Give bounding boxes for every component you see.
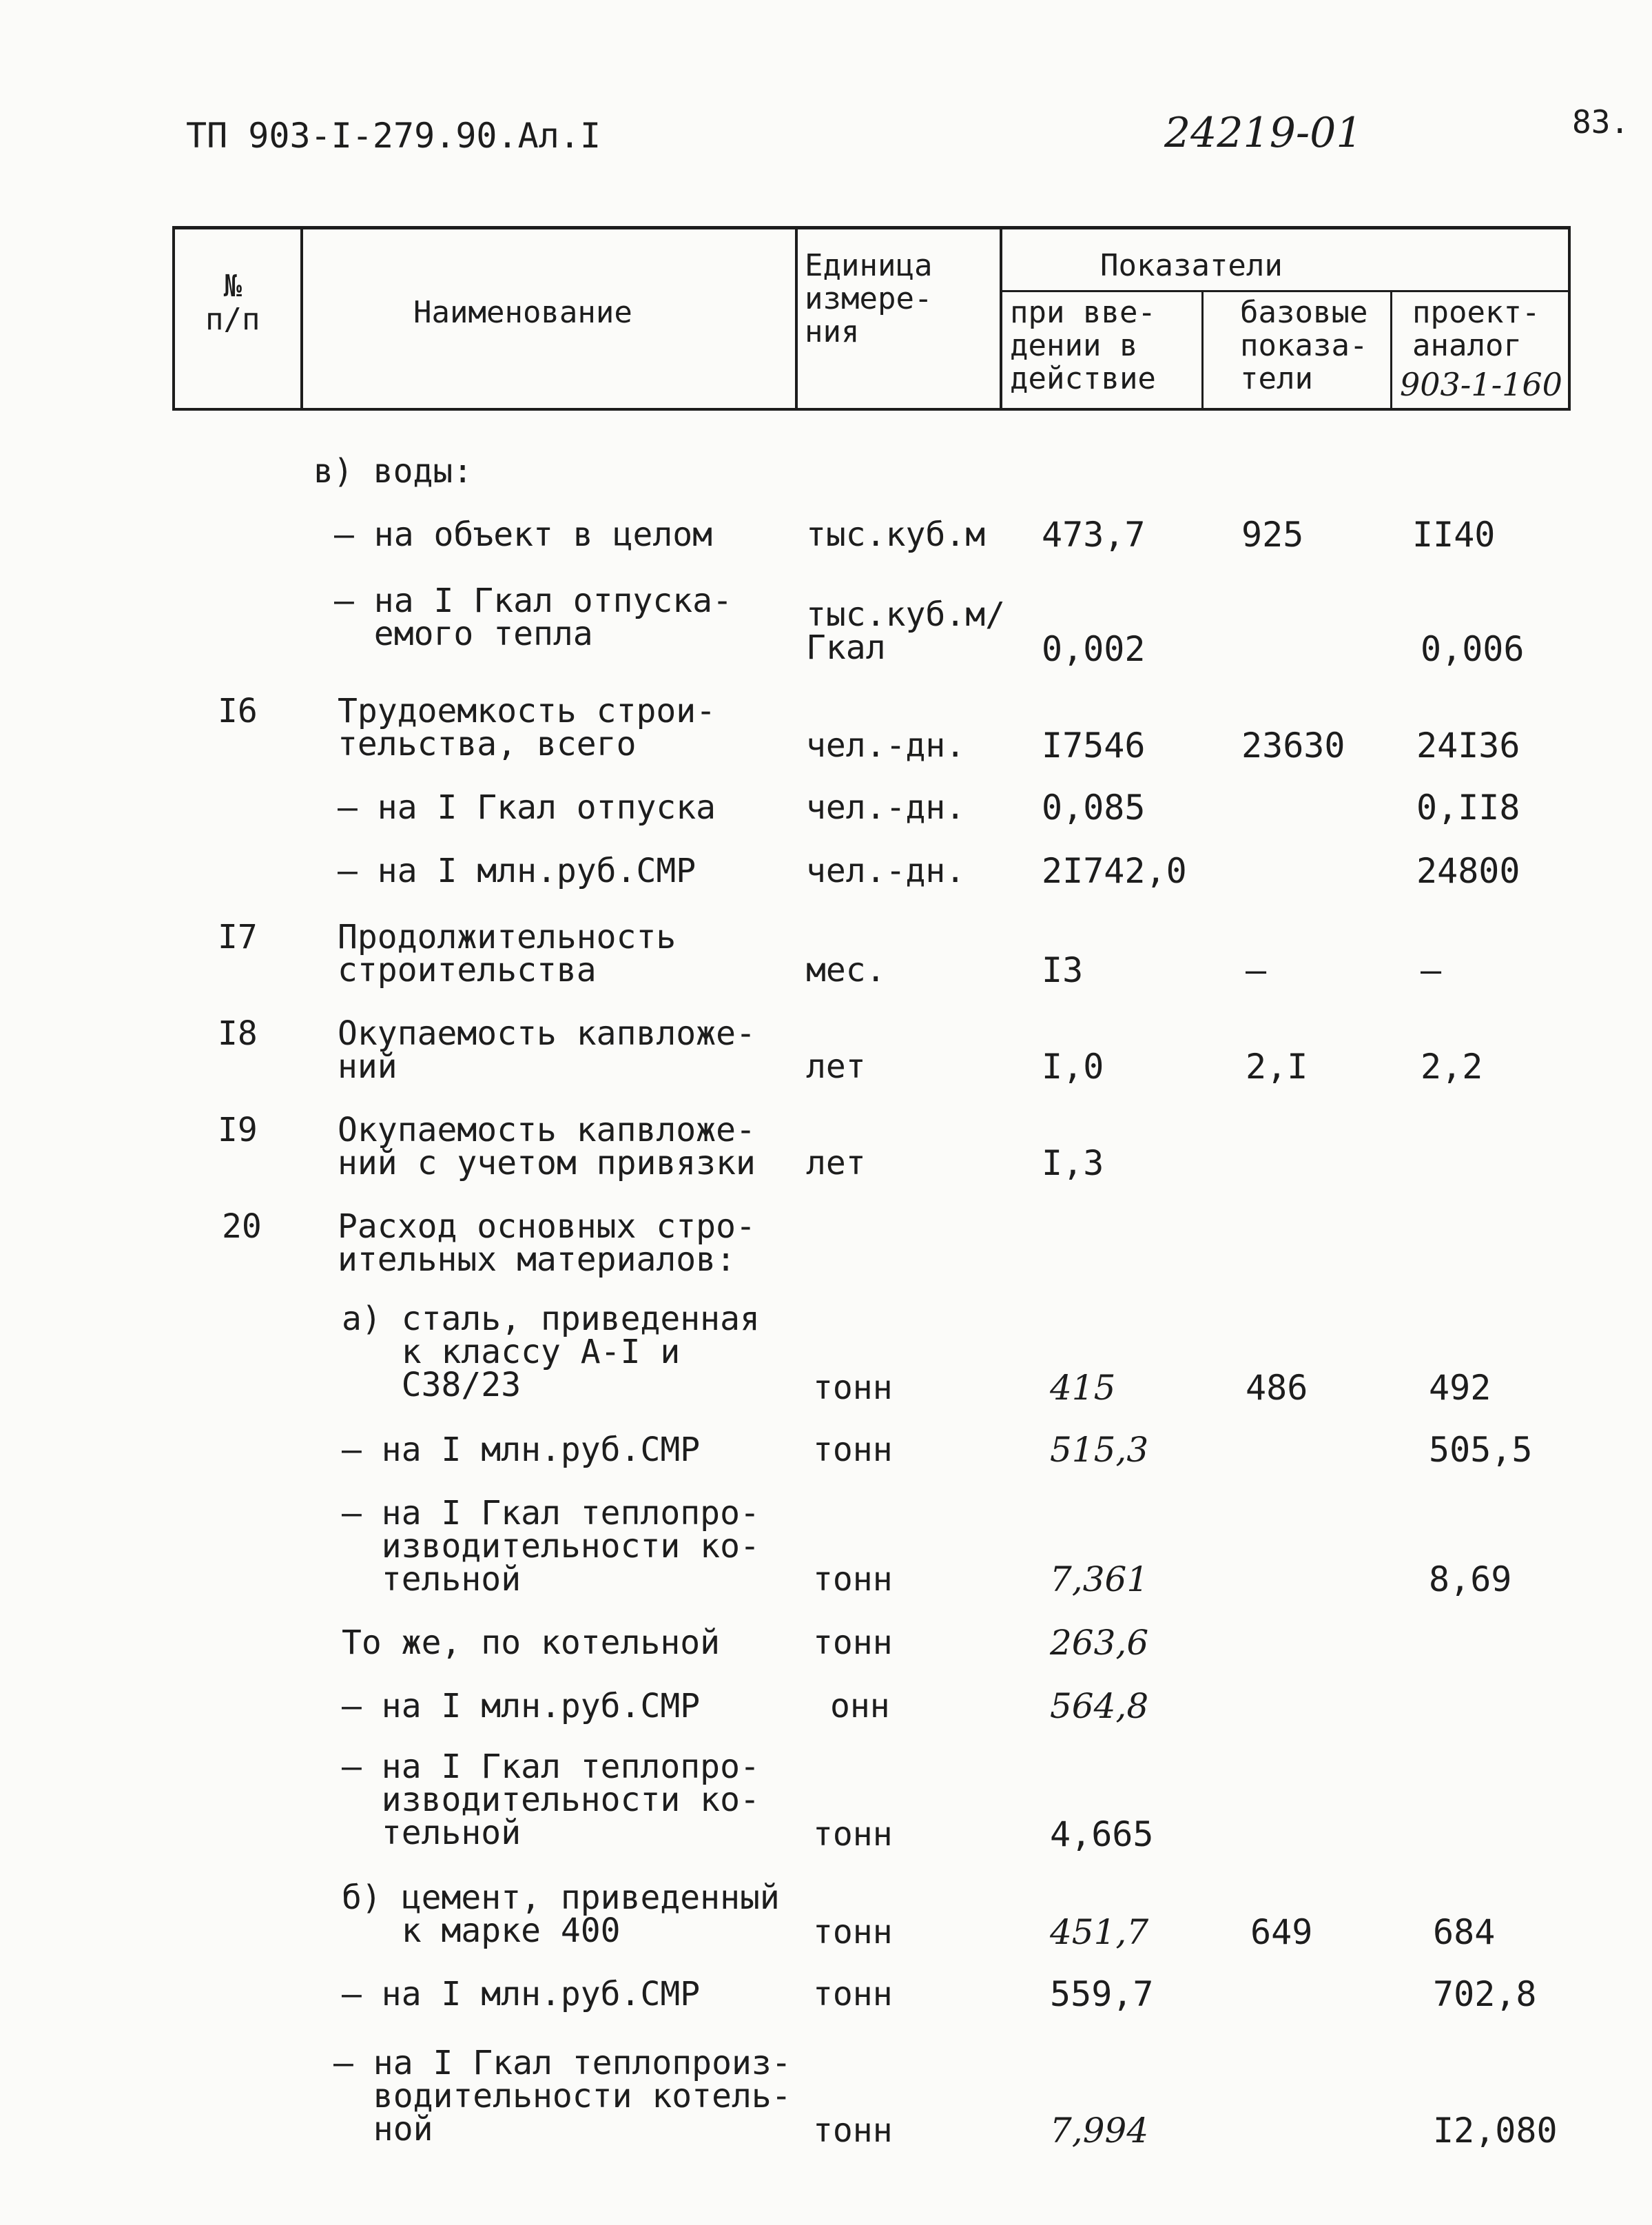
row-value-commissioning: 7,994 xyxy=(1050,2111,1149,2151)
row-name: – на I Гкал теплопро- изводительности ко- тельной xyxy=(342,1747,760,1852)
row-unit: лет xyxy=(806,1144,866,1182)
row-value-commissioning: I3 xyxy=(1042,950,1084,990)
row-name: – на I млн.руб.СМР xyxy=(342,1431,701,1469)
row-name: – на I млн.руб.СМР xyxy=(338,852,696,890)
row-number: I6 xyxy=(218,692,258,730)
row-value-commissioning: 473,7 xyxy=(1042,515,1146,555)
row-name: Окупаемость капвложе- ний с учетом привязки xyxy=(338,1111,756,1182)
row-name: б) цемент, приведенный к марке 400 xyxy=(342,1878,780,1950)
row-value-base: 925 xyxy=(1241,515,1304,555)
row-name: Окупаемость капвложе- ний xyxy=(338,1014,756,1086)
row-value-analog: 8,69 xyxy=(1429,1559,1512,1599)
row-value-base: 486 xyxy=(1246,1368,1308,1408)
row-unit: тонн xyxy=(813,1913,893,1951)
row-unit: тыс.куб.м/ Гкал xyxy=(806,595,1005,667)
row-number: I7 xyxy=(218,918,258,956)
row-name: – на объект в целом xyxy=(334,515,713,554)
row-value-commissioning: 263,6 xyxy=(1050,1623,1149,1663)
subheader-commissioning: при вве- дении в действие xyxy=(1010,295,1156,396)
row-value-analog: 505,5 xyxy=(1429,1430,1533,1470)
column-header-name: Наименование xyxy=(413,295,632,330)
row-value-analog: 492 xyxy=(1429,1368,1491,1408)
row-number: 20 xyxy=(222,1207,262,1246)
row-name: – на I Гкал отпуска xyxy=(338,788,716,827)
row-value-analog: 702,8 xyxy=(1433,1974,1537,2014)
row-unit: чел.-дн. xyxy=(806,788,966,827)
row-number: I9 xyxy=(218,1111,258,1149)
row-value-analog: 0,006 xyxy=(1421,629,1525,669)
row-value-analog: 0,II8 xyxy=(1416,788,1520,828)
row-value-commissioning: 564,8 xyxy=(1050,1686,1149,1726)
row-name: – на I млн.руб.СМР xyxy=(342,1687,701,1725)
row-value-commissioning: 0,002 xyxy=(1042,629,1146,669)
row-value-analog: 24800 xyxy=(1416,851,1520,891)
row-value-commissioning: 415 xyxy=(1050,1368,1116,1408)
column-header-indicators: Показатели xyxy=(1100,248,1283,283)
subheader-base-indicators: базовые показа- тели xyxy=(1240,295,1368,396)
row-value-analog: – xyxy=(1421,950,1442,990)
row-value-base: 23630 xyxy=(1241,726,1345,766)
page-number: 83. xyxy=(1572,103,1630,141)
row-unit: тонн xyxy=(813,1368,893,1407)
document-code: ТП 903-I-279.90.Ал.I xyxy=(186,116,601,156)
row-unit: онн xyxy=(830,1687,890,1725)
row-unit: чел.-дн. xyxy=(806,852,966,890)
row-unit: тонн xyxy=(813,1560,893,1599)
row-name: Расход основных стро- ительных материалов: xyxy=(338,1207,756,1279)
row-name: – на I Гкал теплопроиз- водительности котель- ной xyxy=(333,2044,792,2149)
row-value-analog: 684 xyxy=(1433,1912,1496,1952)
row-unit: тонн xyxy=(813,2111,893,2150)
row-value-commissioning: 559,7 xyxy=(1050,1974,1154,2014)
subheader-project-analog: проект- аналог xyxy=(1412,295,1540,363)
row-name: Продолжительность строительства xyxy=(338,918,677,990)
row-value-commissioning: I,0 xyxy=(1042,1047,1104,1087)
column-header-unit: Единица измере- ния xyxy=(805,248,933,349)
row-name: – на I Гкал отпуска- емого тепла xyxy=(334,582,732,653)
row-value-commissioning: 451,7 xyxy=(1050,1912,1149,1952)
row-unit: тонн xyxy=(813,1623,893,1662)
handwritten-registration-number: 24219-01 xyxy=(1164,109,1363,157)
row-value-analog: II40 xyxy=(1412,515,1496,555)
row-value-commissioning: 515,3 xyxy=(1050,1430,1149,1470)
row-unit: тонн xyxy=(813,1975,893,2013)
column-header-number: № п/п xyxy=(205,269,260,337)
row-value-commissioning: 2I742,0 xyxy=(1042,851,1187,891)
row-value-analog: I2,080 xyxy=(1433,2111,1558,2151)
row-name: – на I Гкал теплопро- изводительности ко- тельной xyxy=(342,1494,760,1599)
row-value-commissioning: 0,085 xyxy=(1042,788,1146,828)
row-name: а) сталь, приведенная к классу А-I и С38/23 xyxy=(342,1300,760,1404)
row-value-analog: 24I36 xyxy=(1416,726,1520,766)
row-unit: тыс.куб.м xyxy=(806,515,986,554)
row-value-base: 2,I xyxy=(1246,1047,1308,1087)
row-name: – на I млн.руб.СМР xyxy=(342,1975,701,2013)
row-unit: чел.-дн. xyxy=(806,726,966,765)
row-number: I8 xyxy=(218,1014,258,1053)
row-name: в) воды: xyxy=(313,452,473,491)
row-value-commissioning: I7546 xyxy=(1042,726,1146,766)
row-value-commissioning: 7,361 xyxy=(1050,1559,1149,1599)
row-unit: мес. xyxy=(806,951,886,990)
row-value-commissioning: I,3 xyxy=(1042,1143,1104,1183)
row-unit: тонн xyxy=(813,1815,893,1854)
row-name: Трудоемкость строи- тельства, всего xyxy=(338,692,716,763)
subheader-analog-code: 903-1-160 xyxy=(1400,366,1562,403)
row-value-base: – xyxy=(1246,950,1267,990)
row-name: То же, по котельной xyxy=(342,1623,721,1662)
row-value-analog: 2,2 xyxy=(1421,1047,1483,1087)
row-value-base: 649 xyxy=(1250,1912,1313,1952)
row-unit: лет xyxy=(806,1047,866,1086)
row-value-commissioning: 4,665 xyxy=(1050,1814,1154,1854)
row-unit: тонн xyxy=(813,1431,893,1469)
